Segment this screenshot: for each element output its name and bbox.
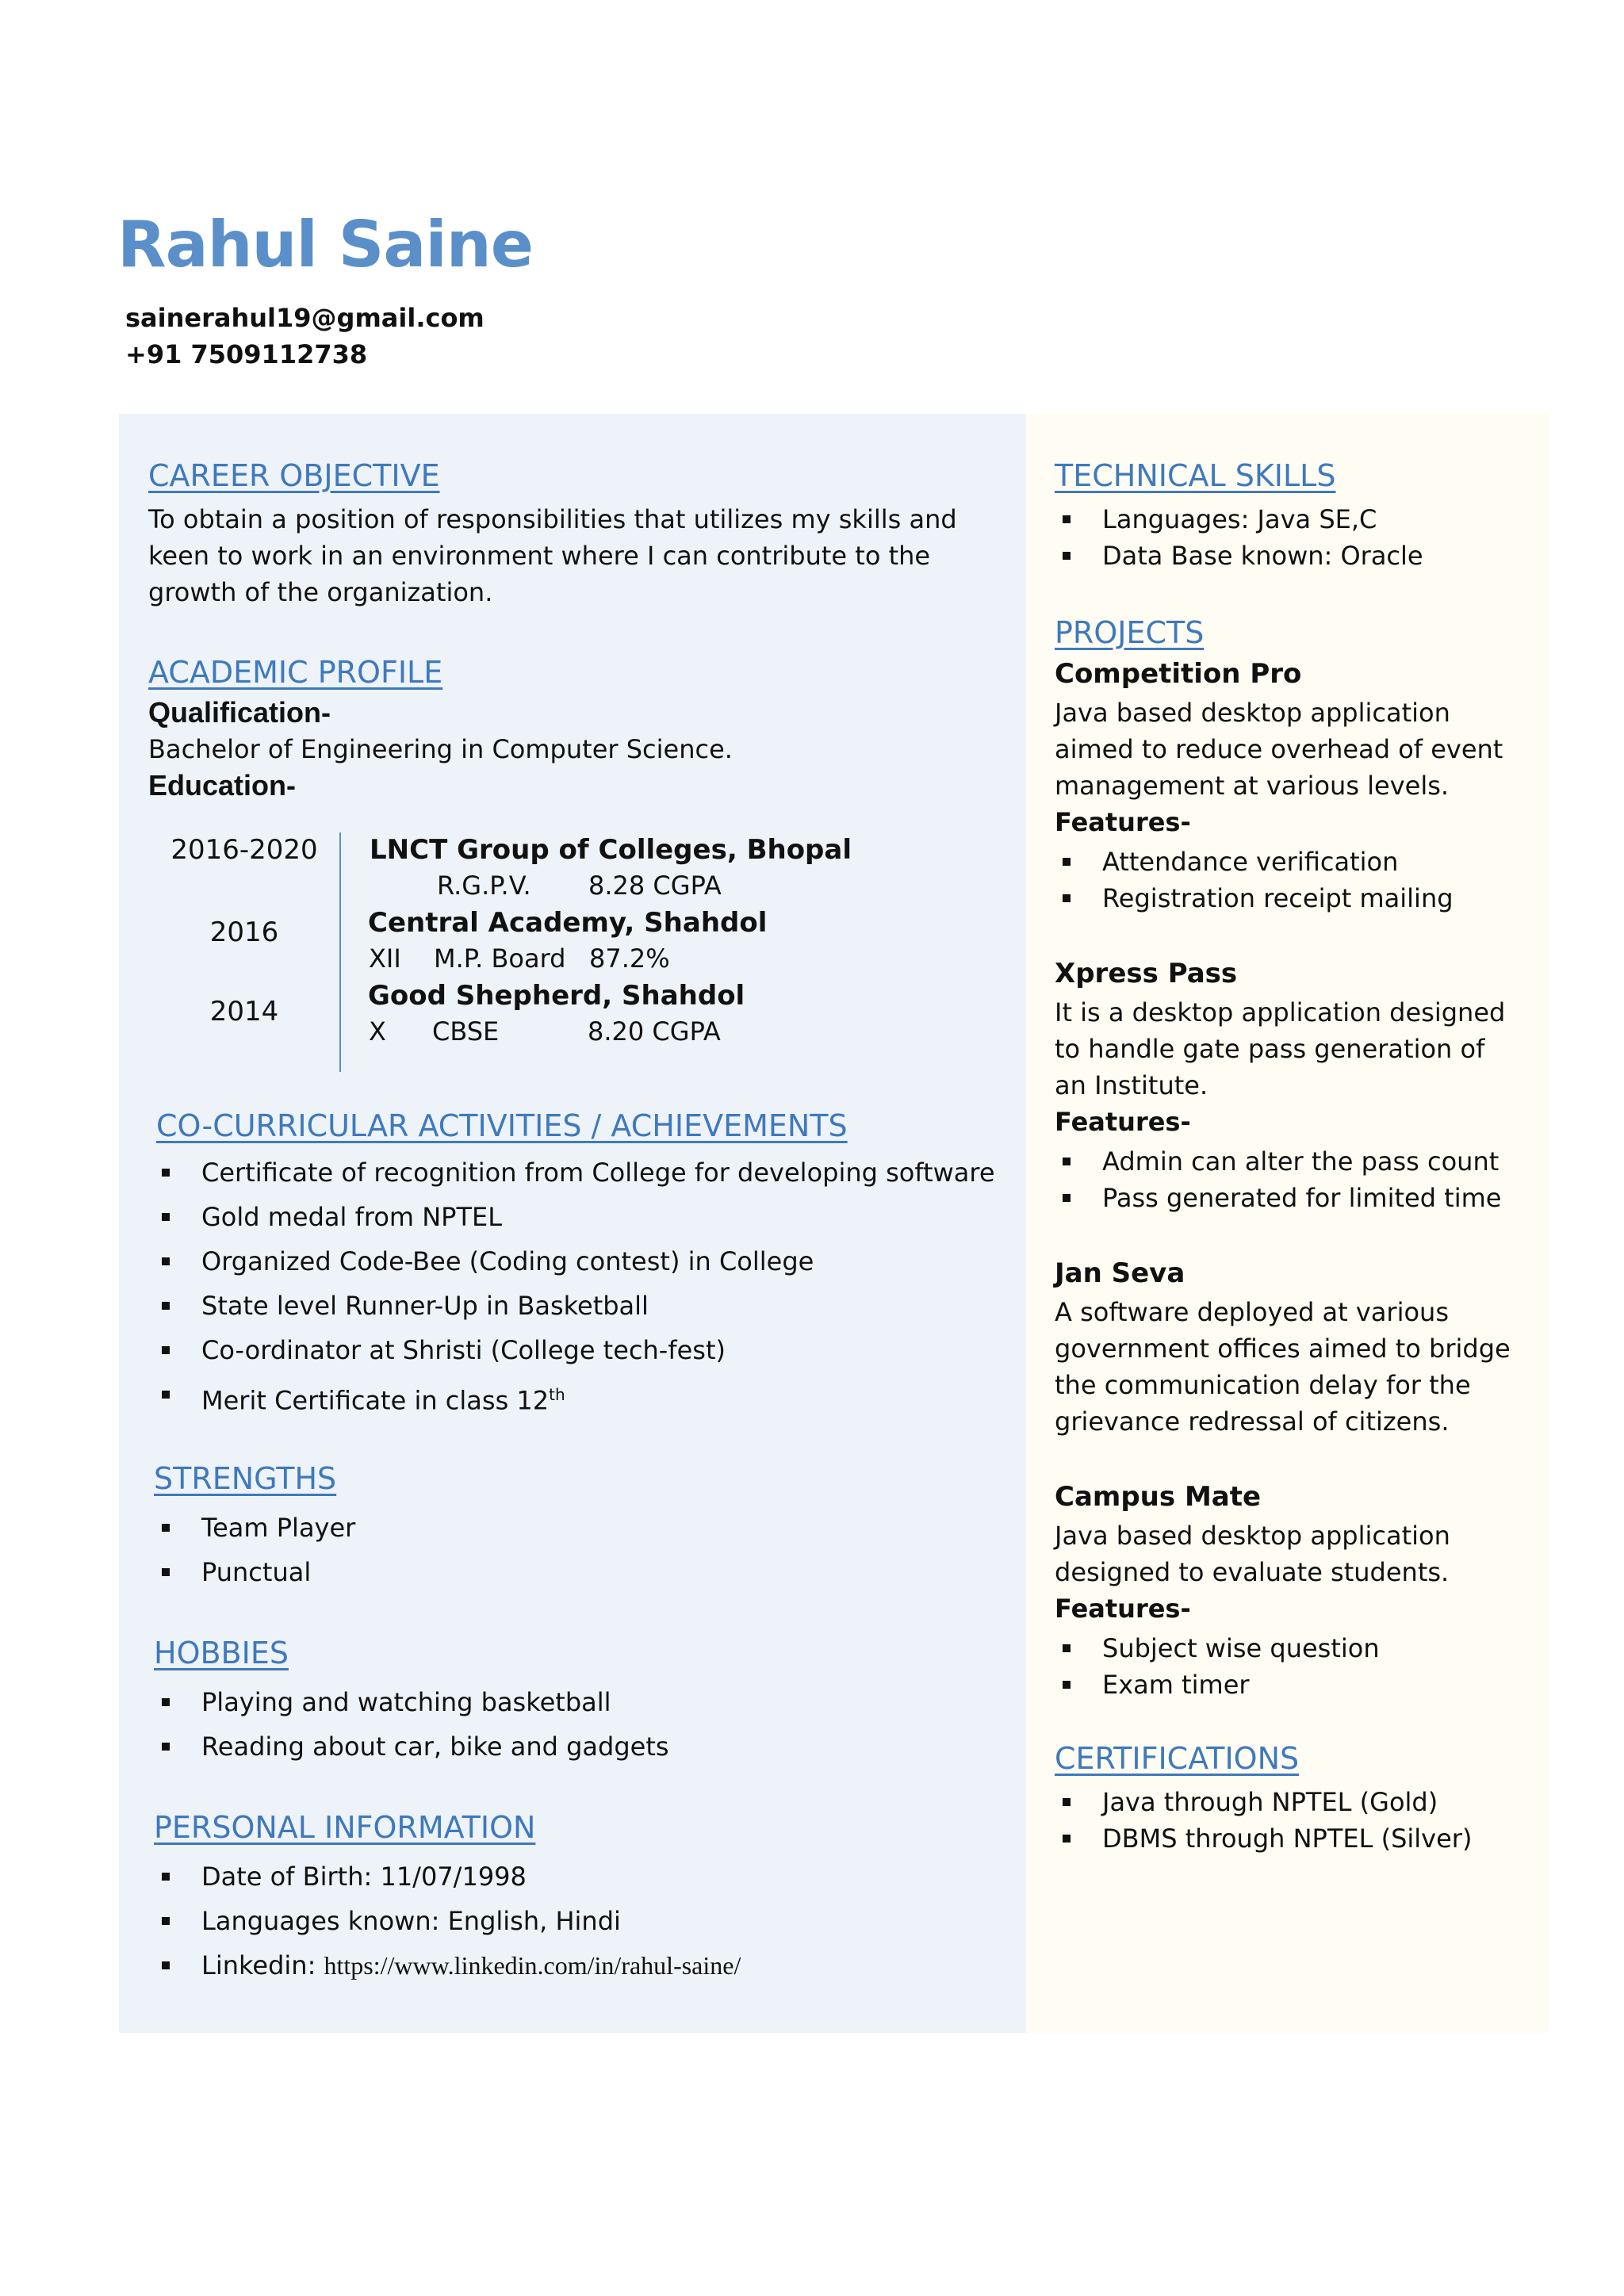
education-score: 8.20 CGPA bbox=[588, 1016, 721, 1047]
timeline-divider bbox=[339, 832, 341, 1072]
education-institution: LNCT Group of Colleges, Bhopal bbox=[370, 834, 852, 866]
phone-number: +91 7509112738 bbox=[125, 339, 368, 369]
list-item: Languages: Java SE,C bbox=[1055, 501, 1423, 538]
list-item-text: Merit Certificate in class 12 bbox=[201, 1385, 550, 1416]
features-label: Features- bbox=[1055, 1594, 1191, 1624]
project-title: Jan Seva bbox=[1055, 1257, 1185, 1289]
project-title: Competition Pro bbox=[1055, 658, 1302, 690]
project-title: Xpress Pass bbox=[1055, 958, 1238, 989]
qualification-text: Bachelor of Engineering in Computer Science. bbox=[148, 734, 733, 764]
list-item: Java through NPTEL (Gold) bbox=[1055, 1784, 1472, 1820]
list-item: Organized Code-Bee (Coding contest) in College bbox=[154, 1243, 995, 1288]
list-item: Data Base known: Oracle bbox=[1055, 538, 1423, 574]
list-item: Pass generated for limited time bbox=[1055, 1180, 1501, 1216]
project-description-line: It is a desktop application designed bbox=[1055, 997, 1506, 1027]
education-label: Education- bbox=[148, 769, 296, 802]
list-item: Playing and watching basketball bbox=[154, 1684, 669, 1728]
list-item: Date of Birth: 11/07/1998 bbox=[154, 1858, 741, 1903]
project-description-line: to handle gate pass generation of bbox=[1055, 1034, 1485, 1064]
project-description-line: the communication delay for the bbox=[1055, 1370, 1471, 1400]
personal-information-heading: PERSONAL INFORMATION bbox=[154, 1810, 536, 1845]
list-item: DBMS through NPTEL (Silver) bbox=[1055, 1820, 1472, 1857]
education-year: 2016-2020 bbox=[170, 834, 318, 866]
personal-information-list bbox=[154, 1858, 741, 1992]
list-item: Admin can alter the pass count bbox=[1055, 1143, 1501, 1180]
strengths-list bbox=[154, 1510, 355, 1598]
linkedin-label: Linkedin: bbox=[201, 1950, 324, 1980]
list-item bbox=[154, 1376, 995, 1421]
project-features-list bbox=[1055, 844, 1454, 916]
list-item: Co-ordinator at Shristi (College tech-fest) bbox=[154, 1332, 995, 1376]
ordinal-superscript: th bbox=[549, 1385, 565, 1404]
certifications-heading: CERTIFICATIONS bbox=[1055, 1741, 1300, 1776]
list-item: Subject wise question bbox=[1055, 1630, 1380, 1667]
technical-skills-list bbox=[1055, 501, 1423, 574]
hobbies-heading: HOBBIES bbox=[154, 1636, 289, 1670]
hobbies-list bbox=[154, 1684, 669, 1773]
education-year: 2016 bbox=[209, 916, 279, 948]
education-class: X bbox=[369, 1016, 386, 1047]
strengths-heading: STRENGTHS bbox=[154, 1461, 337, 1496]
features-label: Features- bbox=[1055, 1107, 1191, 1137]
list-item: Punctual bbox=[154, 1554, 355, 1598]
technical-skills-heading: TECHNICAL SKILLS bbox=[1055, 458, 1336, 493]
features-label: Features- bbox=[1055, 807, 1191, 837]
education-board: CBSE bbox=[432, 1016, 500, 1047]
project-description-line: grievance redressal of citizens. bbox=[1055, 1406, 1450, 1437]
education-class: XII bbox=[369, 943, 401, 974]
education-score: 87.2% bbox=[589, 943, 670, 974]
education-board: R.G.P.V. bbox=[437, 871, 531, 901]
list-item: Languages known: English, Hindi bbox=[154, 1903, 741, 1947]
qualification-label: Qualification- bbox=[148, 696, 331, 729]
candidate-name: Rahul Saine bbox=[117, 208, 533, 281]
list-item: Registration receipt mailing bbox=[1055, 880, 1454, 916]
project-description-line: aimed to reduce overhead of event bbox=[1055, 734, 1503, 764]
project-description-line: an Institute. bbox=[1055, 1070, 1208, 1100]
project-description-line: management at various levels. bbox=[1055, 771, 1450, 801]
projects-heading: PROJECTS bbox=[1055, 615, 1205, 650]
education-year: 2014 bbox=[209, 996, 279, 1027]
project-description-line: government offices aimed to bridge bbox=[1055, 1334, 1511, 1364]
list-item: Gold medal from NPTEL bbox=[154, 1199, 995, 1243]
project-title: Campus Mate bbox=[1055, 1481, 1262, 1513]
email-address: sainerahul19@gmail.com bbox=[125, 303, 485, 333]
education-score: 8.28 CGPA bbox=[588, 871, 722, 901]
project-description-line: A software deployed at various bbox=[1055, 1297, 1449, 1327]
list-item bbox=[154, 1947, 741, 1992]
list-item: Attendance verification bbox=[1055, 844, 1454, 880]
career-objective-heading: CAREER OBJECTIVE bbox=[148, 458, 440, 493]
education-institution: Central Academy, Shahdol bbox=[368, 907, 768, 939]
certifications-list bbox=[1055, 1784, 1472, 1857]
list-item: Reading about car, bike and gadgets bbox=[154, 1728, 669, 1773]
academic-profile-heading: ACADEMIC PROFILE bbox=[148, 655, 443, 690]
achievements-heading: CO-CURRICULAR ACTIVITIES / ACHIEVEMENTS bbox=[156, 1108, 848, 1143]
project-features-list bbox=[1055, 1143, 1501, 1216]
linkedin-link[interactable]: https://www.linkedin.com/in/rahul-saine/ bbox=[324, 1951, 741, 1980]
list-item: Team Player bbox=[154, 1510, 355, 1554]
project-description-line: designed to evaluate students. bbox=[1055, 1557, 1450, 1587]
project-features-list bbox=[1055, 1630, 1380, 1703]
list-item: Certificate of recognition from College for developing software bbox=[154, 1154, 995, 1199]
education-board: M.P. Board bbox=[434, 943, 566, 974]
project-description-line: Java based desktop application bbox=[1055, 698, 1450, 728]
education-institution: Good Shepherd, Shahdol bbox=[368, 980, 745, 1012]
career-objective-text: To obtain a position of responsibilities that utilizes my skills and keen to work in an environment where I can contribute to the growth of the organization. bbox=[148, 504, 957, 607]
list-item: State level Runner-Up in Basketball bbox=[154, 1288, 995, 1332]
project-description-line: Java based desktop application bbox=[1055, 1521, 1450, 1551]
achievements-list bbox=[154, 1154, 995, 1421]
list-item: Exam timer bbox=[1055, 1667, 1380, 1703]
